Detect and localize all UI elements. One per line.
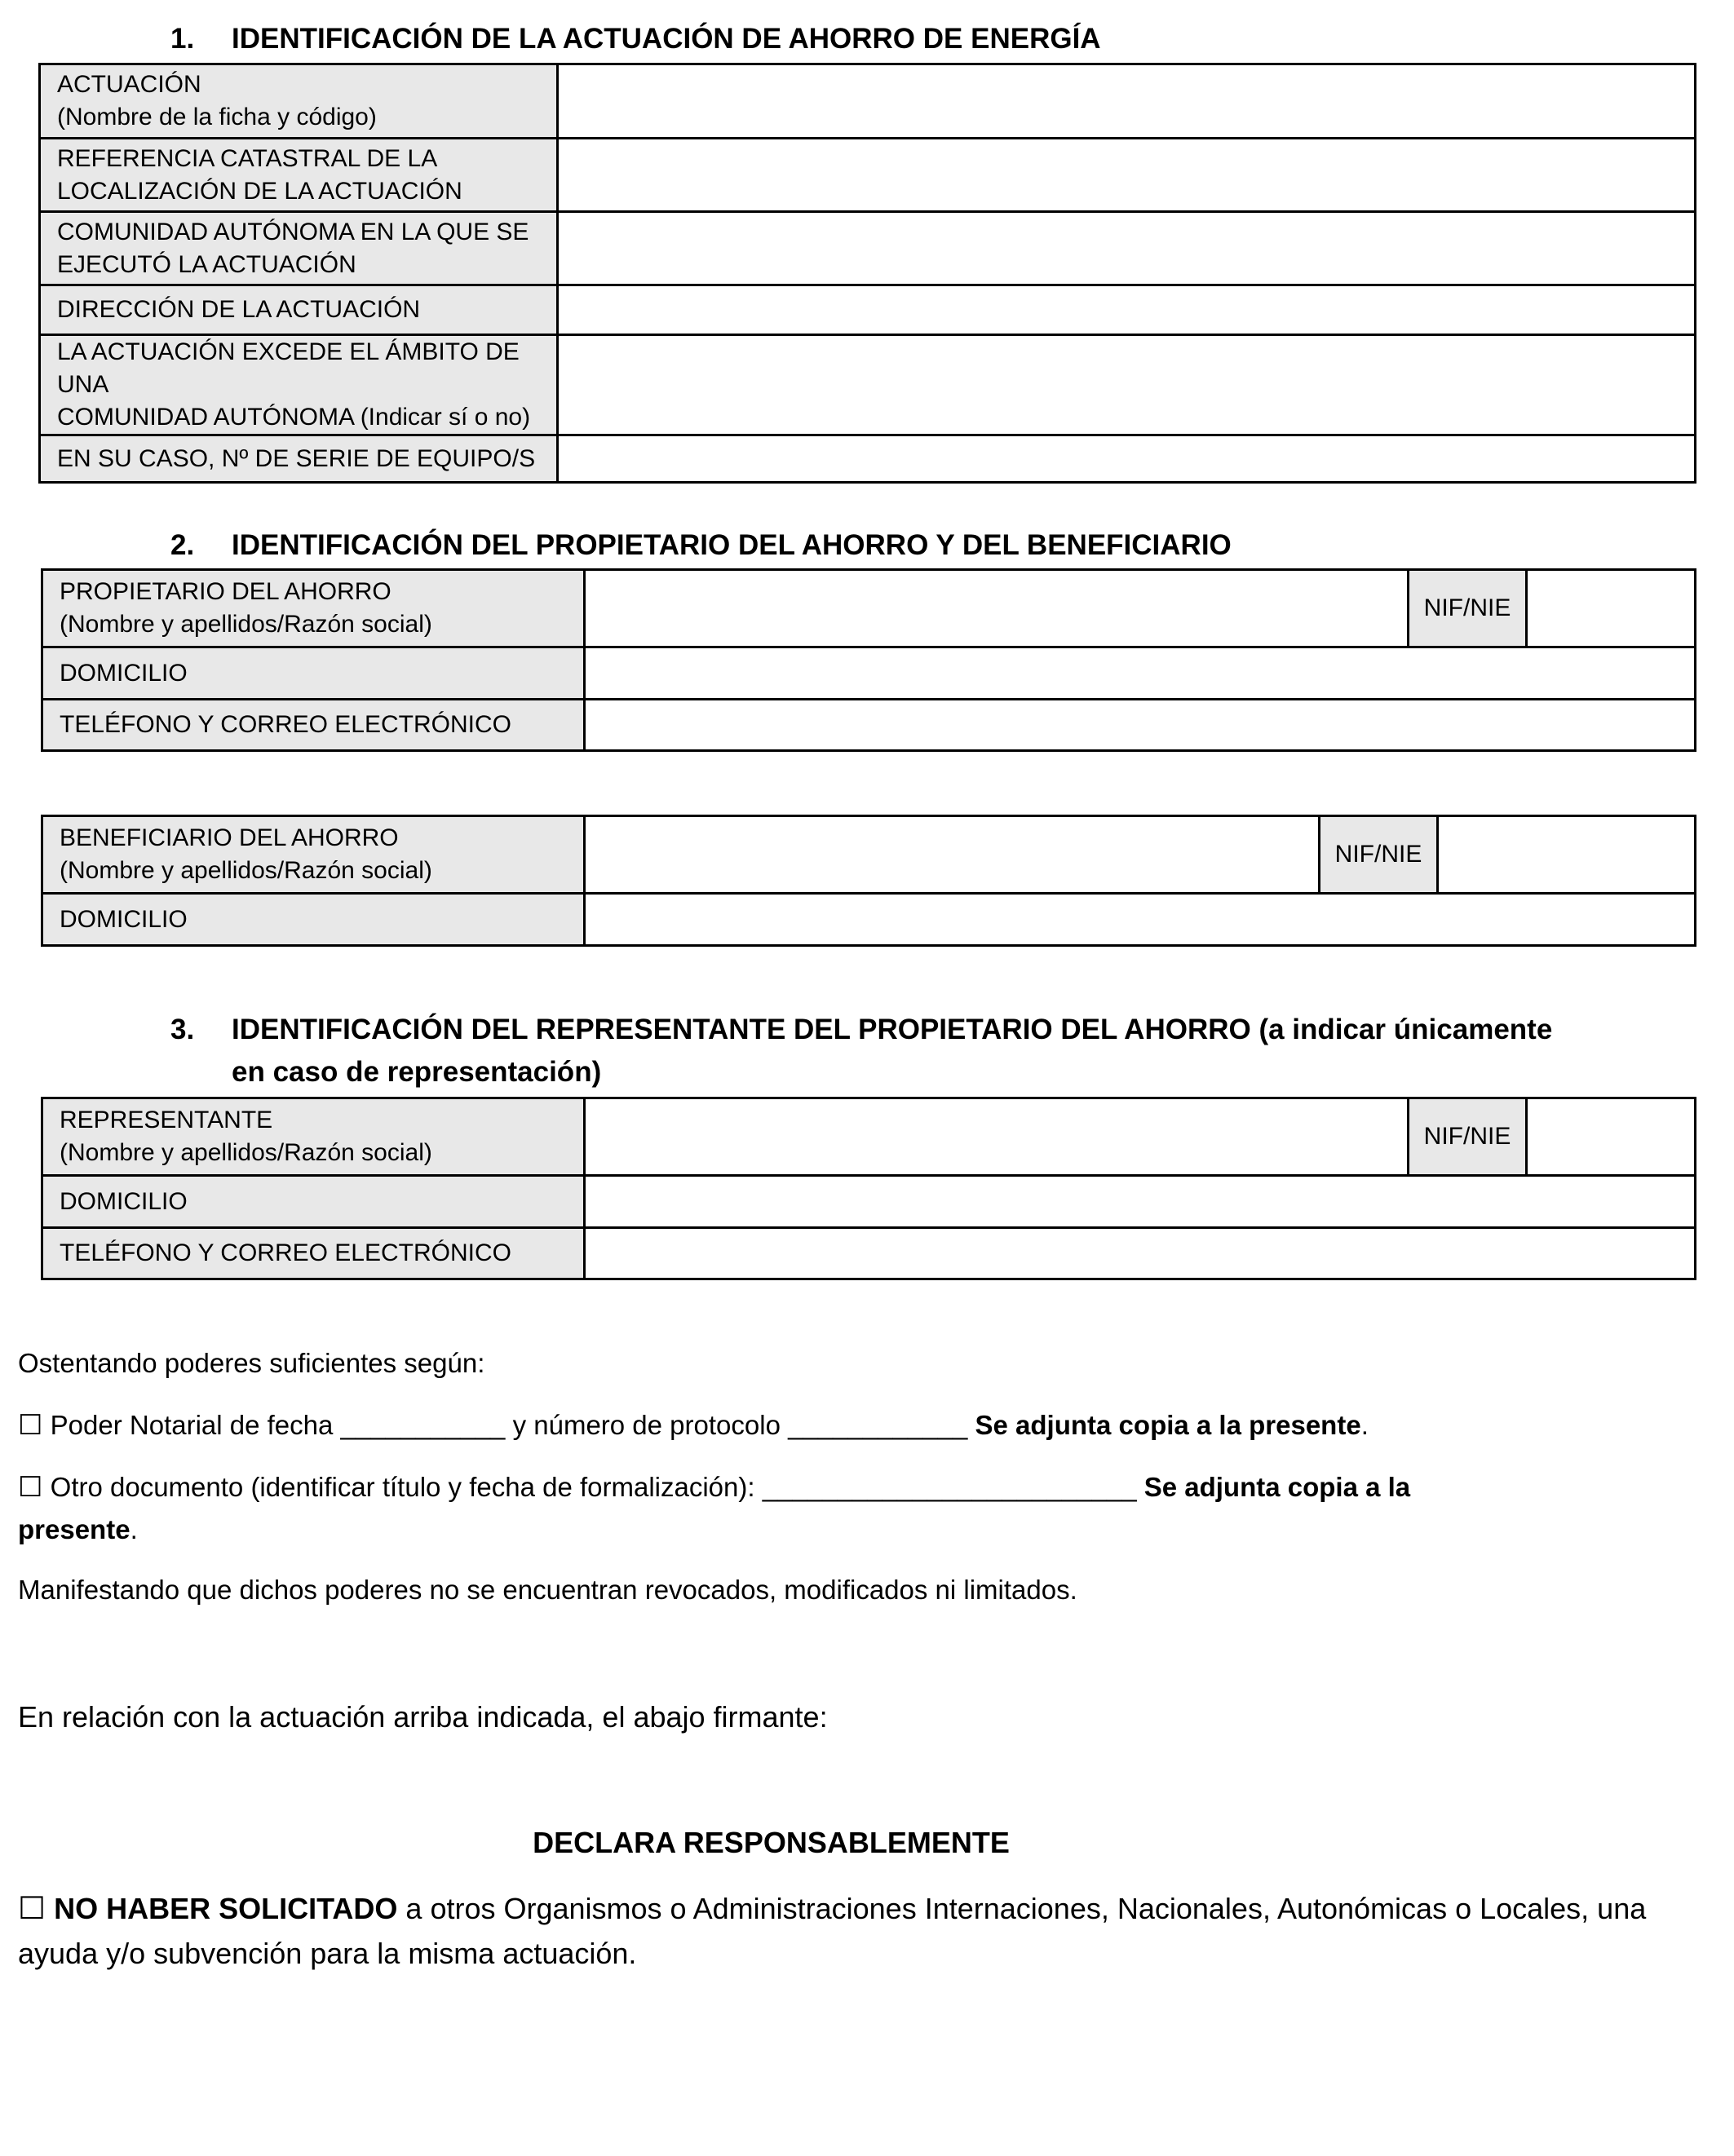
table-row <box>42 1228 1696 1279</box>
representative-nif-field[interactable] <box>1527 1098 1696 1176</box>
table-row <box>42 816 1696 894</box>
owner-name-field[interactable] <box>585 570 1409 647</box>
field-label: EN SU CASO, Nº DE SERIE DE EQUIPO/S <box>40 435 558 483</box>
representative-name-field[interactable] <box>585 1098 1409 1176</box>
table-row <box>40 139 1696 212</box>
section-3-title <box>170 1009 1552 1093</box>
field-label: COMUNIDAD AUTÓNOMA EN LA QUE SE EJECUTÓ LA ACTUACIÓN <box>40 212 558 285</box>
declaration-heading <box>0 1820 1734 1865</box>
representative-address-field[interactable] <box>585 1176 1696 1228</box>
field-label: REPRESENTANTE (Nombre y apellidos/Razón social) <box>42 1098 585 1176</box>
declaration-item-bold: NO HABER SOLICITADO <box>46 1892 398 1925</box>
powers-statement: Manifestando que dichos poderes no se encuentran revocados, modificados ni limitados. <box>18 1575 1077 1605</box>
powers-intro: Ostentando poderes suficientes según: <box>18 1348 485 1378</box>
checkbox-icon[interactable]: ☐ <box>18 1892 46 1926</box>
checkbox-icon[interactable]: ☐ <box>18 1472 43 1503</box>
declaration-item-continuation: ayuda y/o subvención para la misma actuación. <box>18 1937 637 1970</box>
table-row <box>40 435 1696 483</box>
section-number: 1. <box>170 23 195 55</box>
field-label: PROPIETARIO DEL AHORRO (Nombre y apellidos/Razón social) <box>42 570 585 647</box>
beneficiary-address-field[interactable] <box>585 894 1696 946</box>
cadastral-reference-field[interactable] <box>558 139 1696 212</box>
other-document-continuation <box>18 1509 138 1551</box>
section-number: 2. <box>170 529 195 561</box>
actuation-address-field[interactable] <box>558 285 1696 335</box>
actuation-table <box>38 63 1696 484</box>
other-document-text: Otro documento (identificar título y fecha de formalización): _________________________ <box>42 1472 1144 1502</box>
beneficiary-name-field[interactable] <box>585 816 1320 894</box>
beneficiary-nif-field[interactable] <box>1438 816 1696 894</box>
exceeds-community-field[interactable] <box>558 335 1696 435</box>
table-row <box>42 1176 1696 1228</box>
punctuation: . <box>1360 1410 1369 1440</box>
table-row <box>40 64 1696 139</box>
nif-label: NIF/NIE <box>1320 816 1438 894</box>
punctuation: . <box>130 1514 138 1544</box>
field-label: REFERENCIA CATASTRAL DE LA LOCALIZACIÓN DE LA ACTUACIÓN <box>40 139 558 212</box>
field-label: TELÉFONO Y CORREO ELECTRÓNICO <box>42 700 585 751</box>
table-row <box>40 212 1696 285</box>
notarial-power-option <box>18 1404 1369 1447</box>
section-title-text: IDENTIFICACIÓN DE LA ACTUACIÓN DE AHORRO DE ENERGÍA <box>232 23 1101 55</box>
section-title-continuation: en caso de representación) <box>232 1056 602 1088</box>
nif-label: NIF/NIE <box>1409 570 1527 647</box>
section-number: 3. <box>170 1014 195 1045</box>
owner-nif-field[interactable] <box>1527 570 1696 647</box>
table-row <box>40 285 1696 335</box>
owner-table <box>41 568 1696 752</box>
section-1-title <box>170 18 1101 60</box>
field-label: LA ACTUACIÓN EXCEDE EL ÁMBITO DE UNA COMUNIDAD AUTÓNOMA (Indicar sí o no) <box>40 335 558 435</box>
declaration-heading-text: DECLARA RESPONSABLEMENTE <box>533 1826 1010 1859</box>
attached-copy-note: Se adjunta copia a la presente <box>975 1410 1361 1440</box>
attached-copy-note-end: presente <box>18 1514 130 1544</box>
owner-contact-field[interactable] <box>585 700 1696 751</box>
representative-table <box>41 1097 1696 1280</box>
declaration-item <box>18 1886 1646 1932</box>
field-label: DOMICILIO <box>42 647 585 700</box>
field-label: TELÉFONO Y CORREO ELECTRÓNICO <box>42 1228 585 1279</box>
section-title-text: IDENTIFICACIÓN DEL REPRESENTANTE DEL PROPIETARIO DEL AHORRO (a indicar únicamente <box>232 1014 1553 1045</box>
other-document-option <box>18 1466 1410 1509</box>
field-label: BENEFICIARIO DEL AHORRO (Nombre y apellidos/Razón social) <box>42 816 585 894</box>
field-label: DOMICILIO <box>42 1176 585 1228</box>
field-label: DIRECCIÓN DE LA ACTUACIÓN <box>40 285 558 335</box>
table-row <box>40 335 1696 435</box>
checkbox-icon[interactable]: ☐ <box>18 1410 43 1441</box>
representative-contact-field[interactable] <box>585 1228 1696 1279</box>
table-row <box>42 700 1696 751</box>
owner-address-field[interactable] <box>585 647 1696 700</box>
table-row <box>42 1098 1696 1176</box>
table-row <box>42 894 1696 946</box>
table-row <box>42 647 1696 700</box>
field-label: DOMICILIO <box>42 894 585 946</box>
declaration-item-text: a otros Organismos o Administraciones Internaciones, Nacionales, Autonómicas o Locales, una <box>397 1892 1647 1925</box>
section-title-text: IDENTIFICACIÓN DEL PROPIETARIO DEL AHORRO Y DEL BENEFICIARIO <box>232 529 1232 561</box>
serial-number-field[interactable] <box>558 435 1696 483</box>
section-2-title <box>170 524 1232 567</box>
nif-label: NIF/NIE <box>1409 1098 1527 1176</box>
notarial-power-text: Poder Notarial de fecha ___________ y número de protocolo ____________ <box>42 1410 975 1440</box>
beneficiary-table <box>41 815 1696 947</box>
actuation-name-field[interactable] <box>558 64 1696 139</box>
field-label: ACTUACIÓN (Nombre de la ficha y código) <box>40 64 558 139</box>
table-row <box>42 570 1696 647</box>
relation-statement: En relación con la actuación arriba indicada, el abajo firmante: <box>18 1700 828 1734</box>
attached-copy-note: Se adjunta copia a la <box>1143 1472 1411 1502</box>
autonomous-community-field[interactable] <box>558 212 1696 285</box>
